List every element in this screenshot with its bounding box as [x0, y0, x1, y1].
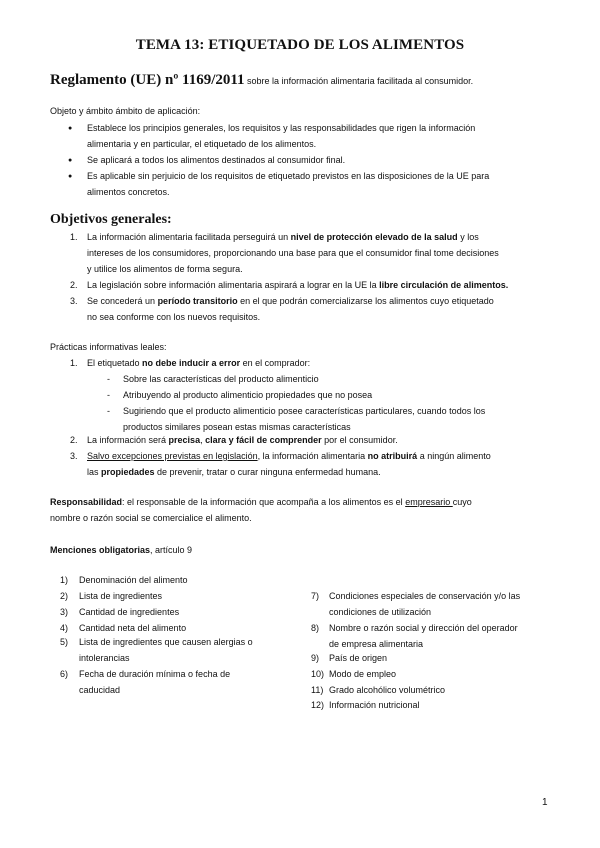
mencion-item: Condiciones especiales de conservación y/o las condiciones de utilización: [329, 591, 521, 617]
dash-marker: -: [107, 406, 110, 416]
menciones-heading: Menciones obligatorias, artículo 9: [50, 545, 193, 555]
practica-subitem-2: Atribuyendo al producto alimenticio propiedades que no posea: [123, 390, 373, 400]
dash-marker: -: [107, 390, 110, 400]
responsabilidad-paragraph: Responsabilidad: el responsable de la información que acompaña a los alimentos es el empresario cuyo nombre o razón social se comercialice el alimento.: [50, 497, 472, 523]
objetivo-item-1: La información alimentaria facilitada perseguirá un nivel de protección elevado de la salud y los intereses de los consumidores, proporcionando una base para que el consumidor final tome decisiones y utilice los alimentos de forma segura.: [87, 232, 499, 274]
mencion-number: 7): [311, 591, 320, 601]
practica-subitem-3: Sugiriendo que el producto alimenticio posee características particulares, cuando todos los productos similares posean estas mismas características: [123, 406, 486, 432]
mencion-number: 10): [311, 669, 325, 679]
regulation-desc: sobre la información alimentaria facilitada al consumidor.: [247, 76, 474, 86]
objetivo-number: 3.: [70, 296, 78, 306]
mencion-item: Denominación del alimento: [79, 575, 188, 585]
regulation-line: [50, 72, 473, 89]
mencion-item: País de origen: [329, 653, 388, 663]
practica-subitem-1: Sobre las características del producto alimenticio: [123, 374, 319, 384]
mencion-number: 1): [60, 575, 69, 585]
dash-marker: -: [107, 374, 110, 384]
objeto-bullet-3: Es aplicable sin perjuicio de los requisitos de etiquetado previstos en las disposiciones de la UE para alimentos concretos.: [87, 171, 490, 197]
mencion-number: 11): [311, 685, 324, 695]
mencion-item: Información nutricional: [329, 700, 420, 710]
practica-number: 3.: [70, 451, 78, 461]
mencion-number: 8): [311, 623, 320, 633]
mencion-item: Nombre o razón social y dirección del operador de empresa alimentaria: [329, 623, 518, 649]
regulation-name: Reglamento (UE) nº 1169/2011: [50, 72, 245, 88]
mencion-number: 12): [311, 700, 325, 710]
bullet-icon: ●: [68, 157, 73, 164]
objetivo-number: 1.: [70, 232, 78, 242]
mencion-number: 9): [311, 653, 320, 663]
mencion-number: 3): [60, 607, 69, 617]
objetivo-item-3: Se concederá un período transitorio en el que podrán comercializarse los alimentos cuyo etiquetado no sea conforme con los nuevos requisitos.: [87, 296, 494, 322]
objetivo-number: 2.: [70, 280, 78, 290]
objeto-bullet-2: Se aplicará a todos los alimentos destinados al consumidor final.: [87, 155, 346, 165]
mencion-item: Lista de ingredientes que causen alergias o intolerancias: [79, 637, 253, 663]
mencion-item: Cantidad neta del alimento: [79, 623, 187, 633]
practica-number: 2.: [70, 435, 78, 445]
bullet-icon: ●: [68, 173, 73, 180]
practica-number: 1.: [70, 358, 78, 368]
mencion-number: 6): [60, 669, 69, 679]
objetivo-item-2: La legislación sobre información alimentaria aspirará a lograr en la UE la libre circulación de alimentos.: [87, 280, 509, 290]
mencion-item: Cantidad de ingredientes: [79, 607, 180, 617]
objeto-heading: Objeto y ámbito ámbito de aplicación:: [50, 106, 201, 116]
objetivos-heading: Objetivos generales:: [50, 212, 172, 227]
mencion-number: 5): [60, 637, 69, 647]
mencion-number: 4): [60, 623, 69, 633]
practica-item-3: Salvo excepciones previstas en legislación, la información alimentaria no atribuirá a ningún alimento las propiedades de prevenir, tratar o curar ninguna enfermedad humana.: [87, 451, 491, 477]
mencion-number: 2): [60, 591, 69, 601]
mencion-item: Modo de empleo: [329, 669, 397, 679]
practica-item-2: La información será precisa, clara y fácil de comprender por el consumidor.: [87, 435, 398, 445]
page-number: 1: [542, 797, 548, 808]
mencion-item: Lista de ingredientes: [79, 591, 163, 601]
practicas-heading: Prácticas informativas leales:: [50, 342, 167, 352]
page-title: TEMA 13: ETIQUETADO DE LOS ALIMENTOS: [135, 37, 465, 53]
practica-item-1: El etiquetado no debe inducir a error en el comprador:: [87, 358, 311, 368]
objeto-bullet-1: Establece los principios generales, los requisitos y las responsabilidades que rigen la información alimentaria y en particular, el etiquetado de los alimentos.: [87, 123, 476, 149]
bullet-icon: ●: [68, 125, 73, 132]
mencion-item: Grado alcohólico volumétrico: [329, 685, 446, 695]
mencion-item: Fecha de duración mínima o fecha de caducidad: [79, 669, 231, 695]
